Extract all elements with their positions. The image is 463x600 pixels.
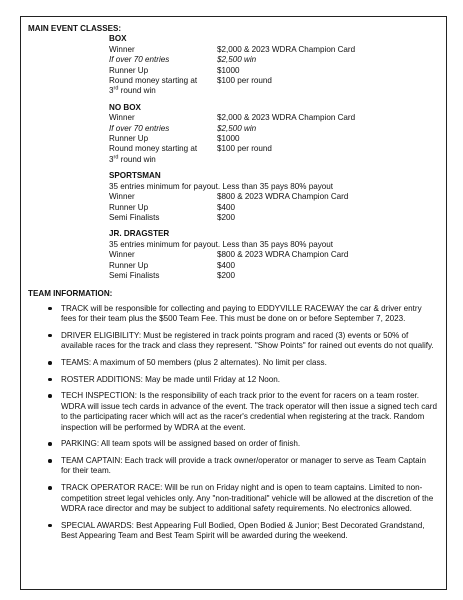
- class-title: SPORTSMAN: [109, 171, 161, 181]
- payout-value: $400: [217, 202, 236, 212]
- class-no-box: [109, 103, 437, 165]
- payout-row: [109, 192, 437, 202]
- payout-row: [109, 124, 437, 134]
- main-event-title: MAIN EVENT CLASSES:: [28, 24, 122, 33]
- payout-value: $1000: [217, 65, 240, 75]
- payout-value: $2,000 & 2023 WDRA Champion Card: [217, 44, 356, 54]
- class-note: 35 entries minimum for payout. Less than 35 pays 80% payout: [109, 239, 334, 249]
- payout-value: $800 & 2023 WDRA Champion Card: [217, 250, 349, 260]
- class-title: JR. DRAGSTER: [109, 229, 170, 239]
- payout-value: $2,000 & 2023 WDRA Champion Card: [217, 113, 356, 123]
- class-sportsman: [109, 171, 437, 223]
- payout-label: If over 70 entries: [109, 55, 170, 65]
- payout-value: $800 & 2023 WDRA Champion Card: [217, 192, 349, 202]
- payout-label: Round money starting at: [109, 76, 198, 86]
- team-info-list: [28, 304, 437, 542]
- payout-label: Runner Up: [109, 65, 149, 75]
- list-item: TRACK will be responsible for collecting and paying to EDDYVILLE RACEWAY the car & driver entry fees for their team plus the $500 Team Fee. This must be done on or before September 7, 2023.: [48, 304, 437, 325]
- payout-row: [109, 134, 437, 144]
- payout-row: [109, 76, 437, 86]
- list-item: TEAM CAPTAIN: Each track will provide a track owner/operator or manager to serve as Team Captain for their team.: [48, 456, 437, 477]
- payout-value: $100 per round: [217, 144, 272, 154]
- round-win-line: 3rd round win: [109, 85, 156, 96]
- payout-label: Runner Up: [109, 134, 149, 144]
- payout-row: [109, 45, 437, 55]
- payout-value: $100 per round: [217, 76, 272, 86]
- payout-label: Winner: [109, 192, 135, 202]
- payout-label: Semi Finalists: [109, 212, 160, 222]
- payout-value: $400: [217, 260, 236, 270]
- payout-label: Round money starting at: [109, 144, 198, 154]
- list-item: TRACK OPERATOR RACE: Will be run on Friday night and is open to team captains. Limited to non-competition street legal vehicles only. Any "non-traditional" vehicle will be allowed at the discretion of the WDRA race director and may be subject to additional safety requirements. No electronics allowed.: [48, 483, 437, 514]
- payout-label: Semi Finalists: [109, 270, 160, 280]
- payout-value: $1000: [217, 134, 240, 144]
- payout-row: [109, 203, 437, 213]
- team-info-title: TEAM INFORMATION:: [28, 289, 113, 299]
- list-item: DRIVER ELIGIBILITY: Must be registered in track points program and raced (3) events or 50% of available races for the track and class they represent. "Show Points" for rained out events do not qualify.: [48, 331, 437, 352]
- class-jr-dragster: [109, 229, 437, 281]
- payout-row: [109, 66, 437, 76]
- list-item: ROSTER ADDITIONS: May be made until Friday at 12 Noon.: [48, 375, 437, 385]
- payout-value: $200: [217, 270, 236, 280]
- payout-row: [109, 213, 437, 223]
- payout-value: $2,500 win: [217, 123, 257, 133]
- payout-value: $200: [217, 212, 236, 222]
- payout-label: Runner Up: [109, 202, 149, 212]
- list-item: TECH INSPECTION: Is the responsibility of each track prior to the event for racers on a team roster. WDRA will issue tech cards in advance of the event. The track operator will then issue a signed tech card to the participating racer which will act as the racer's credential when registering at the track. Random inspection will be performed by WDRA at the event.: [48, 391, 437, 433]
- payout-label: Winner: [109, 44, 135, 54]
- list-item: SPECIAL AWARDS: Best Appearing Full Bodied, Open Bodied & Junior; Best Decorated Grandstand, Best Appearing Team and Best Team Spirit will be awarded during the weekend.: [48, 521, 437, 542]
- payout-row: [109, 113, 437, 123]
- round-win-line: 3rd round win: [109, 154, 156, 164]
- payout-label: If over 70 entries: [109, 123, 170, 133]
- payout-row: [109, 55, 437, 65]
- class-box: [109, 34, 437, 96]
- payout-row: [109, 261, 437, 271]
- payout-label: Winner: [109, 250, 135, 260]
- payout-row: [109, 144, 437, 154]
- payout-row: [109, 271, 437, 281]
- payout-label: Winner: [109, 113, 135, 123]
- payout-value: $2,500 win: [217, 55, 257, 65]
- payout-row: [109, 250, 437, 260]
- class-title: BOX: [109, 34, 127, 44]
- list-item: PARKING: All team spots will be assigned based on order of finish.: [48, 439, 437, 449]
- class-note: 35 entries minimum for payout. Less than 35 pays 80% payout: [109, 181, 334, 191]
- payout-label: Runner Up: [109, 260, 149, 270]
- list-item: TEAMS: A maximum of 50 members (plus 2 alternates). No limit per class.: [48, 358, 437, 368]
- class-title: NO BOX: [109, 102, 141, 112]
- event-classes: [109, 34, 437, 281]
